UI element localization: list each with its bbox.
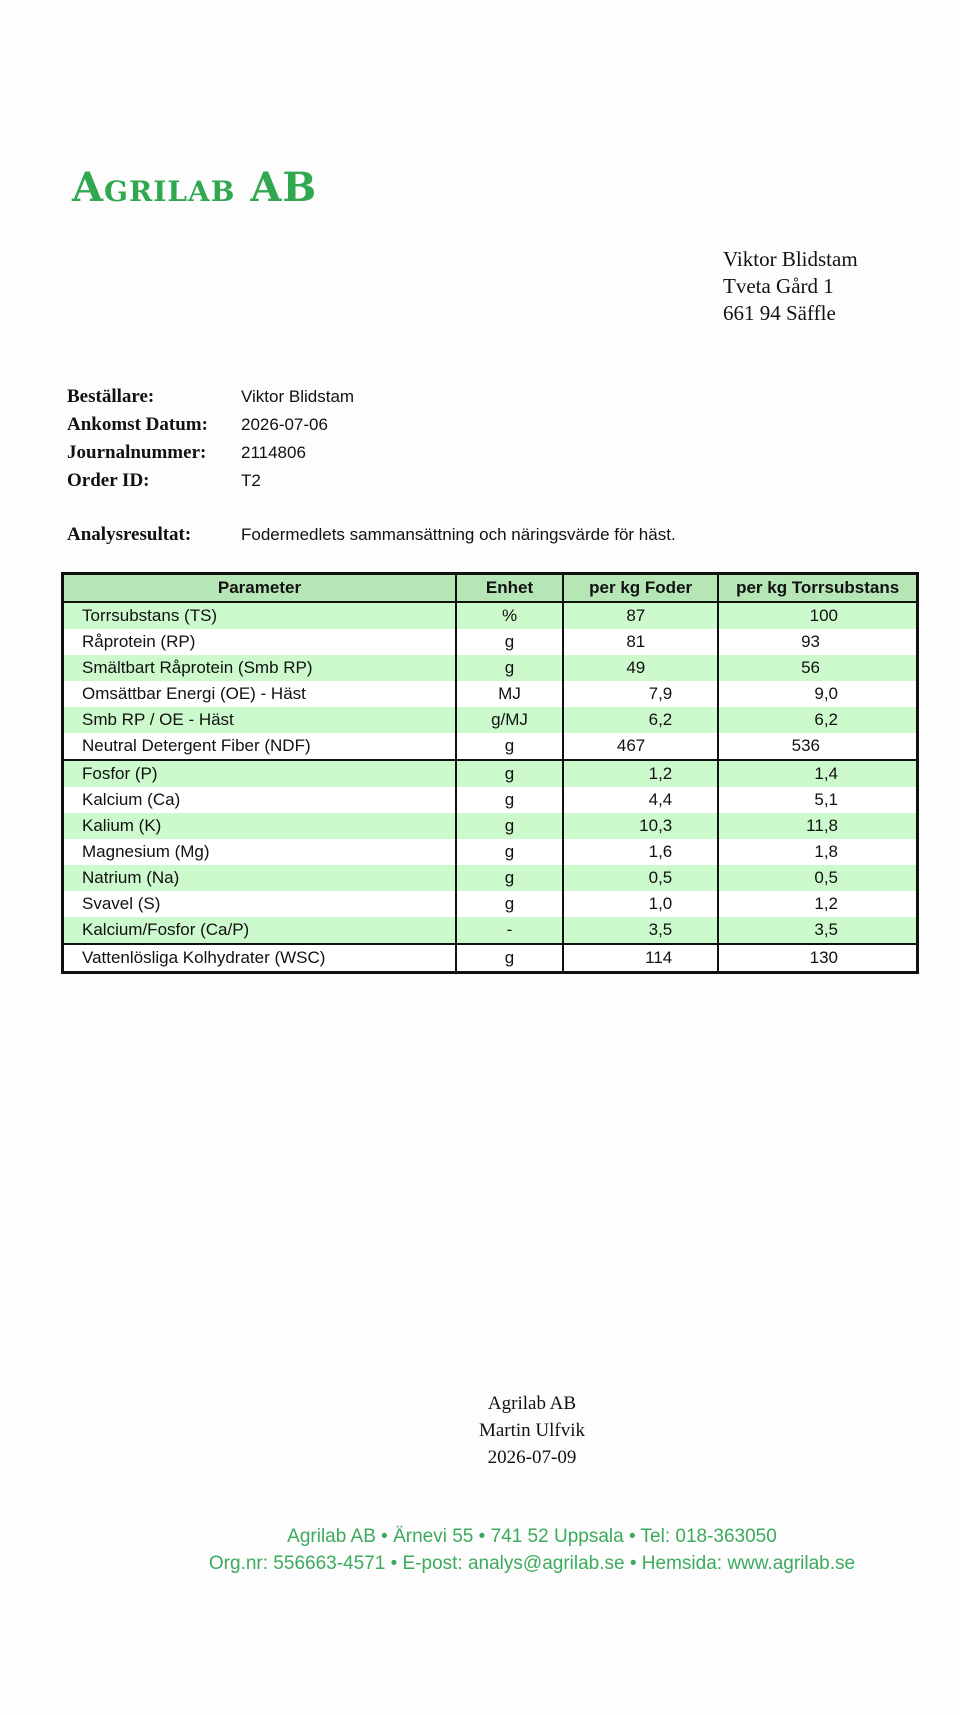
meta-label: Beställare: bbox=[67, 386, 155, 407]
table-row bbox=[63, 787, 918, 813]
header-parameter: Parameter bbox=[63, 574, 456, 603]
cell-unit: g bbox=[456, 629, 563, 655]
analysis-description: Fodermedlets sammansättning och näringsvärde för häst. bbox=[241, 525, 676, 544]
cell-per-kg-ts: 0,5 bbox=[718, 865, 917, 891]
cell-parameter: Kalium (K) bbox=[63, 813, 456, 839]
cell-per-kg-foder: 7,9 bbox=[563, 681, 718, 707]
cell-unit: - bbox=[456, 917, 563, 944]
table-row bbox=[63, 629, 918, 655]
cell-unit: g bbox=[456, 813, 563, 839]
signature-company: Agrilab AB bbox=[487, 1393, 577, 1414]
cell-parameter: Fosfor (P) bbox=[63, 760, 456, 787]
table-row bbox=[63, 760, 918, 787]
table-row bbox=[63, 917, 918, 944]
analysis-row bbox=[67, 521, 676, 549]
header-per-kg-foder: per kg Foder bbox=[563, 574, 718, 603]
cell-per-kg-ts: 11,8 bbox=[718, 813, 917, 839]
signature-name: Martin Ulfvik bbox=[478, 1420, 586, 1441]
meta-value: 2114806 bbox=[241, 443, 306, 462]
cell-per-kg-foder: 81 bbox=[563, 629, 718, 655]
table-header-row bbox=[63, 574, 918, 603]
cell-unit: MJ bbox=[456, 681, 563, 707]
cell-unit: g bbox=[456, 865, 563, 891]
cell-unit: g bbox=[456, 733, 563, 760]
cell-per-kg-foder: 3,5 bbox=[563, 917, 718, 944]
cell-parameter: Kalcium/Fosfor (Ca/P) bbox=[63, 917, 456, 944]
cell-parameter: Natrium (Na) bbox=[63, 865, 456, 891]
meta-value: Viktor Blidstam bbox=[241, 387, 355, 406]
cell-unit: g bbox=[456, 655, 563, 681]
cell-unit: g/MJ bbox=[456, 707, 563, 733]
header-per-kg-torrsubstans: per kg Torrsubstans bbox=[718, 574, 917, 603]
cell-per-kg-ts: 9,0 bbox=[718, 681, 917, 707]
meta-label: Journalnummer: bbox=[67, 442, 207, 463]
footer-line-contact: Org.nr: 556663-4571 • E-post: analys@agrilab.se • Hemsida: www.agrilab.se bbox=[208, 1553, 856, 1574]
meta-label: Ankomst Datum: bbox=[67, 414, 208, 435]
footer-contact bbox=[0, 1523, 960, 1577]
cell-parameter: Magnesium (Mg) bbox=[63, 839, 456, 865]
signature-block bbox=[0, 1390, 960, 1471]
table-row bbox=[63, 602, 918, 629]
cell-parameter: Smb RP / OE - Häst bbox=[63, 707, 456, 733]
cell-parameter: Råprotein (RP) bbox=[63, 629, 456, 655]
cell-parameter: Omsättbar Energi (OE) - Häst bbox=[63, 681, 456, 707]
meta-value: T2 bbox=[241, 471, 261, 490]
cell-per-kg-ts: 3,5 bbox=[718, 917, 917, 944]
cell-per-kg-ts: 6,2 bbox=[718, 707, 917, 733]
cell-parameter: Kalcium (Ca) bbox=[63, 787, 456, 813]
table-row bbox=[63, 944, 918, 973]
cell-per-kg-ts: 100 bbox=[718, 602, 917, 629]
cell-per-kg-foder: 467 bbox=[563, 733, 718, 760]
cell-per-kg-foder: 0,5 bbox=[563, 865, 718, 891]
table-row bbox=[63, 813, 918, 839]
cell-parameter: Svavel (S) bbox=[63, 891, 456, 917]
cell-per-kg-foder: 114 bbox=[563, 944, 718, 973]
table-row bbox=[63, 733, 918, 760]
cell-unit: g bbox=[456, 787, 563, 813]
cell-per-kg-ts: 1,2 bbox=[718, 891, 917, 917]
meta-row-order-id bbox=[67, 467, 676, 495]
cell-per-kg-foder: 49 bbox=[563, 655, 718, 681]
meta-row-ankomst bbox=[67, 411, 676, 439]
cell-per-kg-ts: 56 bbox=[718, 655, 917, 681]
cell-per-kg-foder: 1,2 bbox=[563, 760, 718, 787]
cell-parameter: Vattenlösliga Kolhydrater (WSC) bbox=[63, 944, 456, 973]
cell-unit: g bbox=[456, 760, 563, 787]
table-row bbox=[63, 655, 918, 681]
cell-per-kg-foder: 1,6 bbox=[563, 839, 718, 865]
signature-date: 2026-07-09 bbox=[487, 1447, 577, 1468]
cell-unit: g bbox=[456, 891, 563, 917]
cell-parameter: Smältbart Råprotein (Smb RP) bbox=[63, 655, 456, 681]
recipient-postal: 661 94 Säffle bbox=[723, 301, 836, 325]
recipient-street: Tveta Gård 1 bbox=[723, 274, 834, 298]
cell-per-kg-foder: 4,4 bbox=[563, 787, 718, 813]
analysis-label: Analysresultat: bbox=[67, 524, 192, 545]
table-row bbox=[63, 707, 918, 733]
cell-per-kg-ts: 1,4 bbox=[718, 760, 917, 787]
cell-per-kg-ts: 536 bbox=[718, 733, 917, 760]
header-enhet: Enhet bbox=[456, 574, 563, 603]
cell-unit: g bbox=[456, 839, 563, 865]
meta-row-journal bbox=[67, 439, 676, 467]
meta-label: Order ID: bbox=[67, 470, 150, 491]
meta-value: 2026-07-06 bbox=[241, 415, 328, 434]
table-row bbox=[63, 839, 918, 865]
recipient-address bbox=[723, 246, 858, 327]
table-row bbox=[63, 891, 918, 917]
footer-line-address: Agrilab AB • Ärnevi 55 • 741 52 Uppsala • Tel: 018-363050 bbox=[287, 1526, 777, 1547]
cell-per-kg-ts: 130 bbox=[718, 944, 917, 973]
cell-per-kg-ts: 1,8 bbox=[718, 839, 917, 865]
cell-per-kg-ts: 93 bbox=[718, 629, 917, 655]
table-row bbox=[63, 681, 918, 707]
cell-per-kg-foder: 10,3 bbox=[563, 813, 718, 839]
cell-unit: % bbox=[456, 602, 563, 629]
cell-per-kg-ts: 5,1 bbox=[718, 787, 917, 813]
results-table bbox=[61, 572, 919, 974]
cell-per-kg-foder: 87 bbox=[563, 602, 718, 629]
cell-per-kg-foder: 6,2 bbox=[563, 707, 718, 733]
order-meta bbox=[67, 383, 676, 549]
recipient-name: Viktor Blidstam bbox=[723, 247, 858, 271]
cell-unit: g bbox=[456, 944, 563, 973]
cell-per-kg-foder: 1,0 bbox=[563, 891, 718, 917]
company-logo: Agrilab AB bbox=[72, 164, 318, 211]
meta-row-bestallare bbox=[67, 383, 676, 411]
cell-parameter: Neutral Detergent Fiber (NDF) bbox=[63, 733, 456, 760]
cell-parameter: Torrsubstans (TS) bbox=[63, 602, 456, 629]
table-row bbox=[63, 865, 918, 891]
